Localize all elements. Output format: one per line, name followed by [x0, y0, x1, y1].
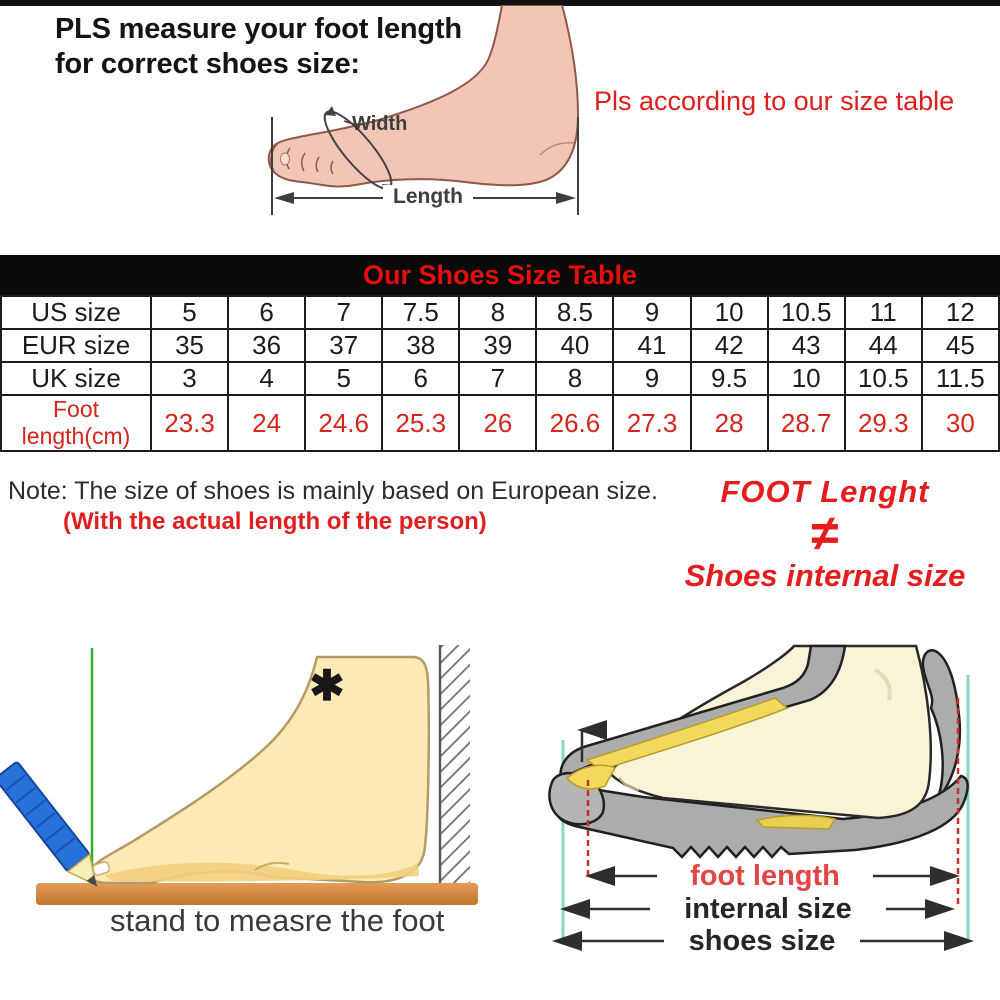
size-cell: 43 [768, 329, 845, 362]
size-cell: 10 [691, 296, 768, 329]
size-cell: 38 [382, 329, 459, 362]
size-cell: 4 [228, 362, 305, 395]
size-cell: 9.5 [691, 362, 768, 395]
size-table-note: Pls according to our size table [594, 86, 955, 116]
standing-caption: stand to measre the foot [110, 903, 445, 938]
size-table-title-bar [0, 255, 1000, 295]
size-cell: 3 [151, 362, 228, 395]
size-cell: 44 [845, 329, 922, 362]
size-cell: 25.3 [382, 395, 459, 451]
size-cell: 36 [228, 329, 305, 362]
size-cell: 30 [922, 395, 999, 451]
size-cell: 6 [228, 296, 305, 329]
shoes-size-label: shoes size [664, 925, 860, 958]
size-cell: 8 [536, 362, 613, 395]
size-cell: 10.5 [768, 296, 845, 329]
asterisk-icon: ✱ [309, 662, 345, 709]
size-cell: 39 [459, 329, 536, 362]
size-cell: 24 [228, 395, 305, 451]
table-row [1, 395, 999, 451]
size-cell: 8 [459, 296, 536, 329]
wall-hatch [440, 645, 470, 885]
size-table [0, 295, 1000, 452]
size-cell: 11.5 [922, 362, 999, 395]
size-cell: 29.3 [845, 395, 922, 451]
size-cell: 24.6 [305, 395, 382, 451]
size-cell: 41 [613, 329, 690, 362]
toenail [281, 153, 290, 165]
floor [36, 883, 478, 905]
size-cell: 26 [459, 395, 536, 451]
size-cell: 42 [691, 329, 768, 362]
size-cell: 10.5 [845, 362, 922, 395]
inequality-top: FOOT Lenght [720, 474, 930, 509]
not-equal-icon: ≠ [811, 505, 839, 561]
size-cell: 8.5 [536, 296, 613, 329]
size-cell: 28 [691, 395, 768, 451]
size-cell: 7 [459, 362, 536, 395]
length-label: Length [383, 185, 473, 209]
size-cell: 40 [536, 329, 613, 362]
size-cell: 23.3 [151, 395, 228, 451]
size-cell: 9 [613, 296, 690, 329]
size-cell: 7 [305, 296, 382, 329]
instruction-line2: for correct shoes size: [55, 48, 360, 81]
note-subtext: (With the actual length of the person) [63, 508, 487, 535]
standing-foot-illustration [0, 620, 560, 910]
row-label: Foot length(cm) [1, 395, 151, 451]
instruction-line1: PLS measure your foot length [55, 13, 462, 45]
cartoon-foot [90, 657, 429, 883]
size-cell: 26.6 [536, 395, 613, 451]
size-cell: 5 [151, 296, 228, 329]
table-row [1, 296, 999, 329]
size-cell: 11 [845, 296, 922, 329]
width-label: Width [352, 113, 408, 135]
size-cell: 37 [305, 329, 382, 362]
table-row [1, 329, 999, 362]
note-text: Note: The size of shoes is mainly based on European size. [8, 477, 658, 505]
size-cell: 10 [768, 362, 845, 395]
table-row [1, 362, 999, 395]
size-cell: 12 [922, 296, 999, 329]
size-cell: 9 [613, 362, 690, 395]
width-arrowhead-top [325, 106, 336, 116]
internal-size-label: internal size [650, 893, 886, 926]
row-label: EUR size [1, 329, 151, 362]
size-cell: 7.5 [382, 296, 459, 329]
insole-arch [757, 815, 835, 829]
size-table-title: Our Shoes Size Table [362, 259, 638, 290]
size-cell: 5 [305, 362, 382, 395]
inequality-bottom: Shoes internal size [684, 557, 966, 593]
inequality-block [660, 474, 990, 594]
row-label: UK size [1, 362, 151, 395]
size-cell: 35 [151, 329, 228, 362]
size-cell: 6 [382, 362, 459, 395]
size-cell: 45 [922, 329, 999, 362]
foot-shape [269, 5, 578, 187]
size-cell: 27.3 [613, 395, 690, 451]
foot-length-label: foot length [657, 860, 873, 893]
size-cell: 28.7 [768, 395, 845, 451]
row-label: US size [1, 296, 151, 329]
size-table-body [1, 296, 999, 451]
